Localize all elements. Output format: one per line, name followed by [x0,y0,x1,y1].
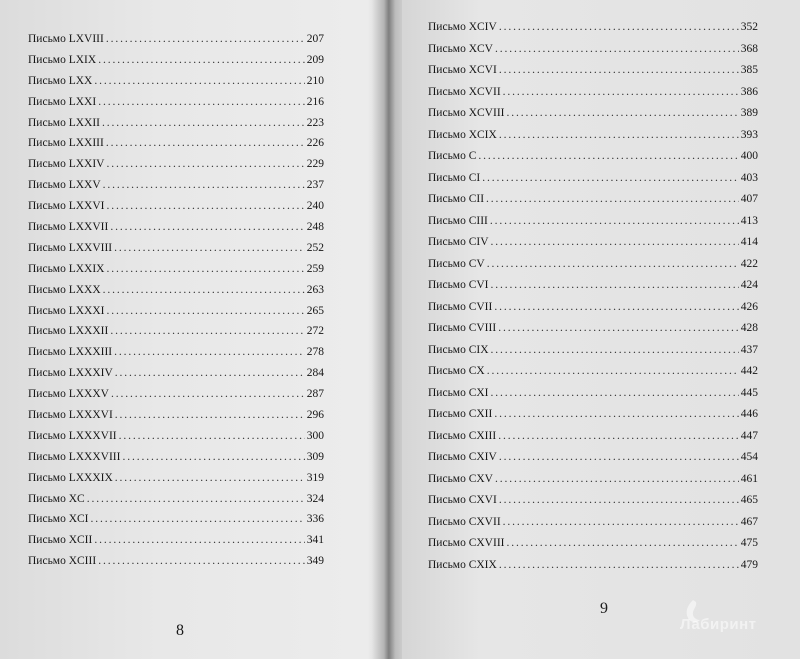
toc-dot-leader [499,494,739,506]
toc-entry-page: 240 [306,200,324,213]
toc-entry [28,179,324,200]
toc-entry-page: 324 [306,492,324,505]
toc-entry-page: 386 [740,85,758,98]
toc-dot-leader [486,193,739,205]
toc-entry-page: 437 [740,343,758,356]
toc-entry-page: 393 [740,128,758,141]
toc-entry [28,96,324,117]
toc-entry-label: Письмо CIX [428,343,489,356]
toc-entry-label: Письмо XCVI [428,64,497,76]
toc-entry-label: Письмо LXXX [28,283,101,296]
toc-dot-leader [98,96,305,108]
toc-entry-label: Письмо XCIII [28,555,97,568]
toc-entry [428,193,758,215]
toc-entry-page: 454 [740,451,758,463]
left-page [0,0,388,659]
toc-dot-leader [506,537,738,549]
toc-dot-leader [491,236,739,248]
toc-dot-leader [106,200,304,212]
toc-entry [428,43,758,65]
toc-entry-page: 368 [740,42,758,55]
toc-dot-leader [499,21,739,33]
toc-entry [28,33,324,54]
toc-entry-label: Письмо LXXXIII [28,346,113,359]
toc-dot-leader [106,158,304,170]
toc-entry-page: 467 [740,515,758,528]
toc-dot-leader [499,64,739,76]
toc-entry-page: 422 [740,257,758,270]
toc-entry [428,537,758,559]
toc-entry-page: 278 [306,346,324,359]
toc-dot-leader [106,137,305,149]
toc-entry-page: 265 [306,304,324,317]
toc-entry-label: Письмо LXXXI [28,304,105,317]
toc-dot-leader [102,117,305,129]
toc-entry-label: Письмо CIII [428,214,488,227]
toc-entry-page: 259 [306,262,324,275]
toc-entry-page: 272 [306,325,324,338]
toc-dot-leader [115,409,305,421]
toc-dot-leader [499,129,739,141]
toc-dot-leader [494,301,738,313]
toc-dot-leader [478,150,738,162]
toc-dot-leader [503,86,739,98]
toc-entry [28,54,324,75]
toc-dot-leader [495,473,739,485]
toc-dot-leader [499,451,739,463]
toc-entry [28,555,324,576]
toc-entry-label: Письмо CIV [428,236,489,248]
toc-entry-page: 309 [306,450,324,463]
toc-entry-page: 296 [306,409,324,422]
toc-dot-leader [111,388,305,400]
toc-entry-label: Письмо XCVIII [428,107,505,119]
toc-dot-leader [487,365,739,377]
toc-entry-label: Письмо LXXVI [28,200,105,213]
toc-entry-label: Письмо CI [428,171,481,184]
toc-entry [428,451,758,473]
toc-entry-page: 475 [740,537,758,549]
toc-dot-leader [491,387,739,399]
toc-dot-leader [110,221,304,233]
toc-entry-page: 216 [306,95,324,108]
toc-entry-page: 319 [306,471,324,484]
toc-entry [428,344,758,366]
toc-entry-label: Письмо LXXVII [28,221,109,234]
toc-entry-page: 426 [740,300,758,313]
toc-entry [28,430,324,451]
toc-dot-leader [482,172,739,184]
toc-dot-leader [491,344,739,356]
toc-entry-page: 446 [740,408,758,420]
toc-entry-page: 226 [306,137,324,150]
toc-entry-label: Письмо CXIV [428,451,497,463]
toc-entry-label: Письмо LXXXIX [28,471,113,484]
toc-dot-leader [498,322,739,334]
toc-entry-label: Письмо CXV [428,472,493,485]
toc-entry-label: Письмо CV [428,257,485,270]
toc-entry [428,430,758,452]
toc-entry-label: Письмо CXVI [428,494,497,506]
toc-entry [28,346,324,367]
toc-entry [28,534,324,555]
toc-entry-page: 445 [740,386,758,399]
toc-entry-page: 252 [306,241,324,254]
toc-entry-label: Письмо LXXXII [28,325,109,338]
toc-entry [428,365,758,387]
toc-entry-page: 413 [740,214,758,227]
toc-entry [428,150,758,172]
toc-entry [28,325,324,346]
toc-dot-leader [115,367,305,379]
toc-entry-page: 263 [306,283,324,296]
toc-entry-page: 414 [740,236,758,248]
toc-dot-leader [110,325,304,337]
toc-entry-page: 389 [740,107,758,119]
toc-entry-page: 248 [306,221,324,234]
toc-entry-label: Письмо LXXIV [28,158,105,171]
toc-dot-leader [98,54,305,66]
toc-entry-page: 352 [740,21,758,33]
toc-entry-label: Письмо CVI [428,279,489,291]
toc-entry [28,451,324,472]
toc-entry [28,158,324,179]
toc-entry-page: 207 [306,33,324,45]
toc-entry-label: Письмо LXIX [28,53,97,66]
toc-entry-page: 229 [306,158,324,171]
toc-entry-label: Письмо CXIII [428,429,497,442]
toc-entry-page: 210 [306,74,324,87]
toc-entry-page: 284 [306,367,324,380]
toc-entry [28,493,324,514]
toc-entry [28,137,324,158]
toc-dot-leader [91,513,305,525]
toc-entry [28,513,324,534]
toc-entry-label: Письмо LXXXVI [28,409,113,422]
toc-dot-leader [498,430,739,442]
toc-entry-page: 223 [306,116,324,129]
toc-entry [28,75,324,96]
toc-entry-page: 349 [306,555,324,568]
toc-entry-page: 209 [306,53,324,66]
toc-entry-page: 424 [740,279,758,291]
right-page-number: 9 [600,600,608,617]
toc-entry-label: Письмо LXXXVII [28,429,117,442]
toc-dot-leader [94,534,304,546]
toc-entry-label: Письмо LXXIX [28,262,105,275]
toc-entry-label: Письмо LXXII [28,116,101,129]
toc-entry [28,263,324,284]
toc-entry-label: Письмо XCI [28,513,89,526]
toc-entry [428,64,758,86]
toc-entry [428,473,758,495]
toc-entry-label: Письмо LXXI [28,95,97,108]
toc-entry [428,494,758,516]
toc-entry [428,258,758,280]
toc-entry-page: 336 [306,513,324,526]
toc-dot-leader [106,305,304,317]
toc-entry-label: Письмо CXII [428,408,493,420]
toc-entry-label: Письмо XCIX [428,128,497,141]
toc-entry-page: 479 [740,558,758,571]
toc-dot-leader [114,346,305,358]
toc-entry-label: Письмо XCII [28,534,93,547]
toc-entry [28,388,324,409]
toc-entry-label: Письмо LXXIII [28,137,104,150]
toc-entry-page: 442 [740,365,758,377]
toc-entry [428,236,758,258]
toc-dot-leader [114,242,305,254]
toc-entry [428,129,758,151]
toc-dot-leader [487,258,739,270]
toc-entry [428,559,758,581]
toc-dot-leader [506,107,738,119]
toc-dot-leader [87,493,305,505]
toc-entry [428,279,758,301]
toc-dot-leader [106,263,304,275]
toc-dot-leader [98,555,305,567]
toc-entry-label: Письмо CX [428,365,485,377]
toc-entry [28,305,324,326]
toc-dot-leader [490,215,739,227]
toc-entry-label: Письмо LXXVIII [28,241,113,254]
toc-entry-page: 407 [740,193,758,205]
toc-dot-leader [119,430,305,442]
right-toc-list [428,21,758,580]
toc-entry-page: 400 [740,150,758,162]
toc-entry-label: Письмо XCIV [428,21,497,33]
toc-entry-label: Письмо LXXXVIII [28,450,121,463]
toc-entry [428,21,758,43]
toc-dot-leader [115,472,305,484]
toc-entry-label: Письмо LXX [28,74,93,87]
left-toc-list [28,33,324,576]
toc-entry [28,221,324,242]
right-page [400,0,800,659]
toc-entry [28,242,324,263]
toc-entry-page: 237 [306,179,324,192]
toc-dot-leader [103,179,305,191]
toc-entry-page: 300 [306,429,324,442]
toc-entry [28,409,324,430]
toc-entry-label: Письмо C [428,150,477,162]
toc-entry-label: Письмо XCVII [428,85,501,98]
left-page-number: 8 [176,622,184,639]
toc-dot-leader [491,279,739,291]
toc-entry-label: Письмо CVII [428,300,493,313]
toc-dot-leader [499,559,739,571]
toc-entry-label: Письмо CXI [428,386,489,399]
toc-entry-label: Письмо LXXV [28,179,101,192]
toc-dot-leader [122,451,304,463]
toc-entry [428,516,758,538]
toc-entry [428,215,758,237]
toc-entry [428,301,758,323]
toc-entry-page: 403 [740,171,758,184]
toc-entry [28,472,324,493]
toc-entry [428,387,758,409]
toc-dot-leader [494,408,738,420]
toc-entry-page: 341 [306,534,324,547]
toc-entry-label: Письмо CXVII [428,515,501,528]
toc-entry-label: Письмо CII [428,193,485,205]
toc-entry-page: 428 [740,322,758,334]
toc-entry [428,322,758,344]
watermark-text: Лабиринт [680,616,757,633]
toc-dot-leader [503,516,739,528]
toc-dot-leader [103,284,305,296]
book-gutter [372,0,402,659]
toc-entry-page: 465 [740,494,758,506]
toc-entry-page: 447 [740,429,758,442]
toc-entry [428,408,758,430]
toc-entry-label: Письмо CXIX [428,558,497,571]
toc-entry [28,367,324,388]
toc-entry-label: Письмо LXXXIV [28,367,113,380]
toc-dot-leader [495,43,739,55]
toc-entry [428,172,758,194]
toc-entry [28,284,324,305]
toc-entry-page: 287 [306,388,324,401]
toc-entry [428,86,758,108]
toc-entry-label: Письмо CXVIII [428,537,505,549]
toc-entry-label: Письмо LXXXV [28,388,109,401]
toc-dot-leader [94,75,304,87]
toc-entry-page: 461 [740,472,758,485]
toc-entry-label: Письмо LXVIII [28,33,104,45]
toc-entry [28,117,324,138]
toc-entry [28,200,324,221]
toc-entry-label: Письмо CVIII [428,322,497,334]
toc-entry-page: 385 [740,64,758,76]
toc-dot-leader [106,33,305,45]
toc-entry [428,107,758,129]
toc-entry-label: Письмо XCV [428,42,493,55]
toc-entry-label: Письмо XC [28,492,85,505]
